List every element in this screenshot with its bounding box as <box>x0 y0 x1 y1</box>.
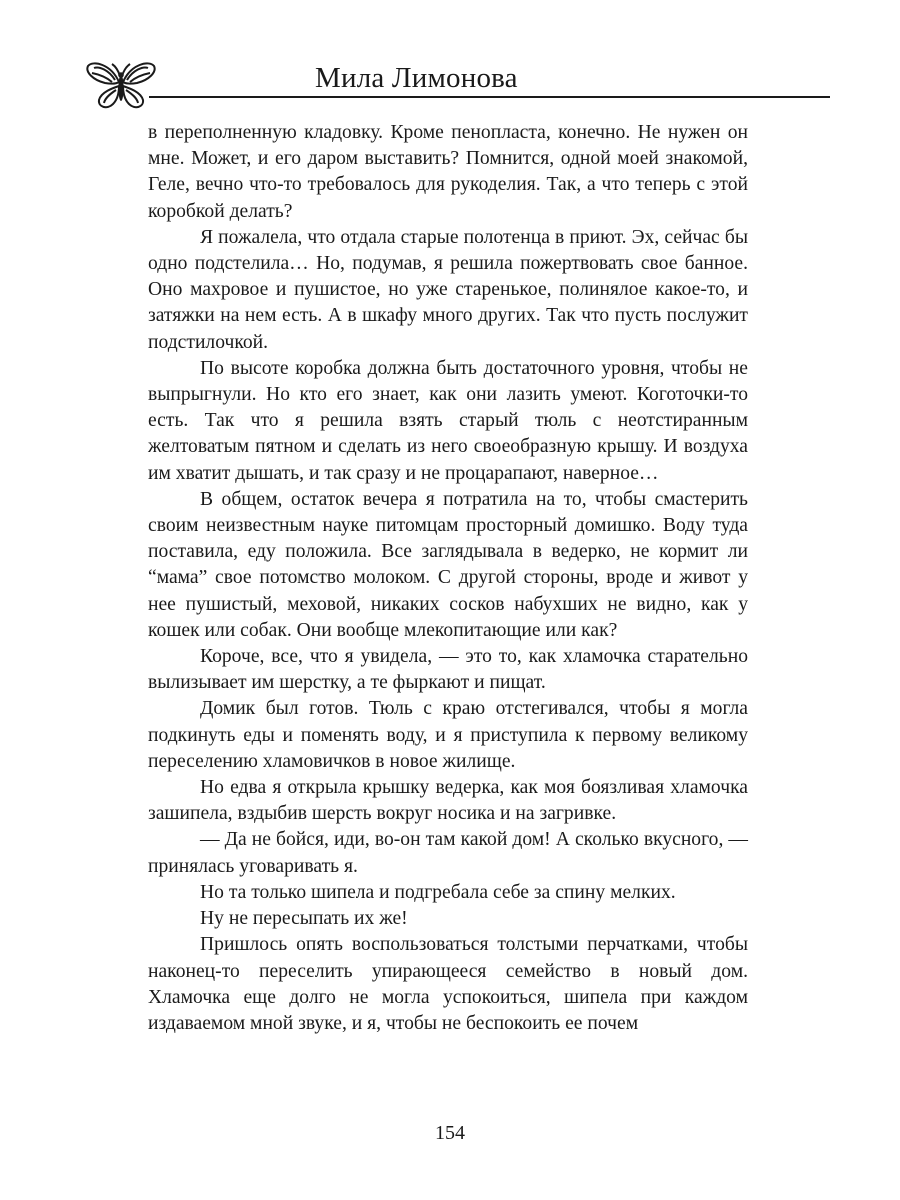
paragraph: Ну не пересыпать их же! <box>200 908 408 930</box>
author-name: Мила Лимонова <box>315 62 518 94</box>
page-body <box>148 120 748 1037</box>
paragraph: Пришлось опять воспользоваться толстыми перчатками, чтобы наконец-то переселить упирающееся семейство в новый дом. Хламочка еще долго не могла успокоиться, шипела при каждом издаваемом мной звуке, и я, чтобы не беспокоить ее почем <box>148 934 748 1034</box>
paragraph: Я пожалела, что отдала старые полотенца в приют. Эх, сейчас бы одно подстелила… Но, подумав, я решила пожертвовать свое банное. Оно махровое и пушистое, но уже старенькое, полинялое какое-то, и затяжки на нем есть. А в шкафу много других. Так что пусть послужит подстилочкой. <box>148 226 748 353</box>
paragraph: Но та только шипела и подгребала себе за спину мелких. <box>200 881 676 903</box>
page-number: 154 <box>435 1122 465 1144</box>
paragraph: Домик был готов. Тюль с краю отстегивался, чтобы я могла подкинуть еды и поменять воду, и я приступила к первому великому переселению хламовичков в новое жилище. <box>148 698 748 772</box>
paragraph: — Да не бойся, иди, во-он там какой дом! А сколько вкусного, — принялась уговаривать я. <box>148 829 748 877</box>
paragraph: По высоте коробка должна быть достаточного уровня, чтобы не выпрыгнули. Но кто его знает, как они лазить умеют. Коготочки-то есть. Так что я решила взять старый тюль с неотстиранным желтоватым пятном и сделать из него своеобразную крышу. И воздуха им хватит дышать, и так сразу и не процарапают, наверное… <box>148 357 748 484</box>
butterfly-icon <box>85 58 157 112</box>
paragraph: В общем, остаток вечера я потратила на то, чтобы смастерить своим неизвестным науке питомцам просторный домишко. Воду туда поставила, еду положила. Все заглядывала в ведерко, не кормит ли “мама” свое потомство молоком. С другой стороны, вроде и живот у нее пушистый, меховой, никаких сосков набухших не видно, как у кошек или собак. Они вообще млекопитающие или как? <box>148 488 748 641</box>
paragraph: Короче, все, что я увидела, — это то, как хламочка старательно вылизывает им шерстку, а те фыркают и пищат. <box>148 646 748 694</box>
paragraph: Но едва я открыла крышку ведерка, как моя боязливая хламочка зашипела, вздыбив шерсть вокруг носика и на загривке. <box>148 777 748 825</box>
header-rule <box>149 96 830 98</box>
running-header <box>85 50 830 100</box>
paragraph: в переполненную кладовку. Кроме пенопласта, конечно. Не нужен он мне. Может, и его даром выставить? Помнится, одной моей знакомой, Геле, вечно что-то требовалось для рукоделия. Так, а что теперь с этой коробкой делать? <box>148 122 748 222</box>
